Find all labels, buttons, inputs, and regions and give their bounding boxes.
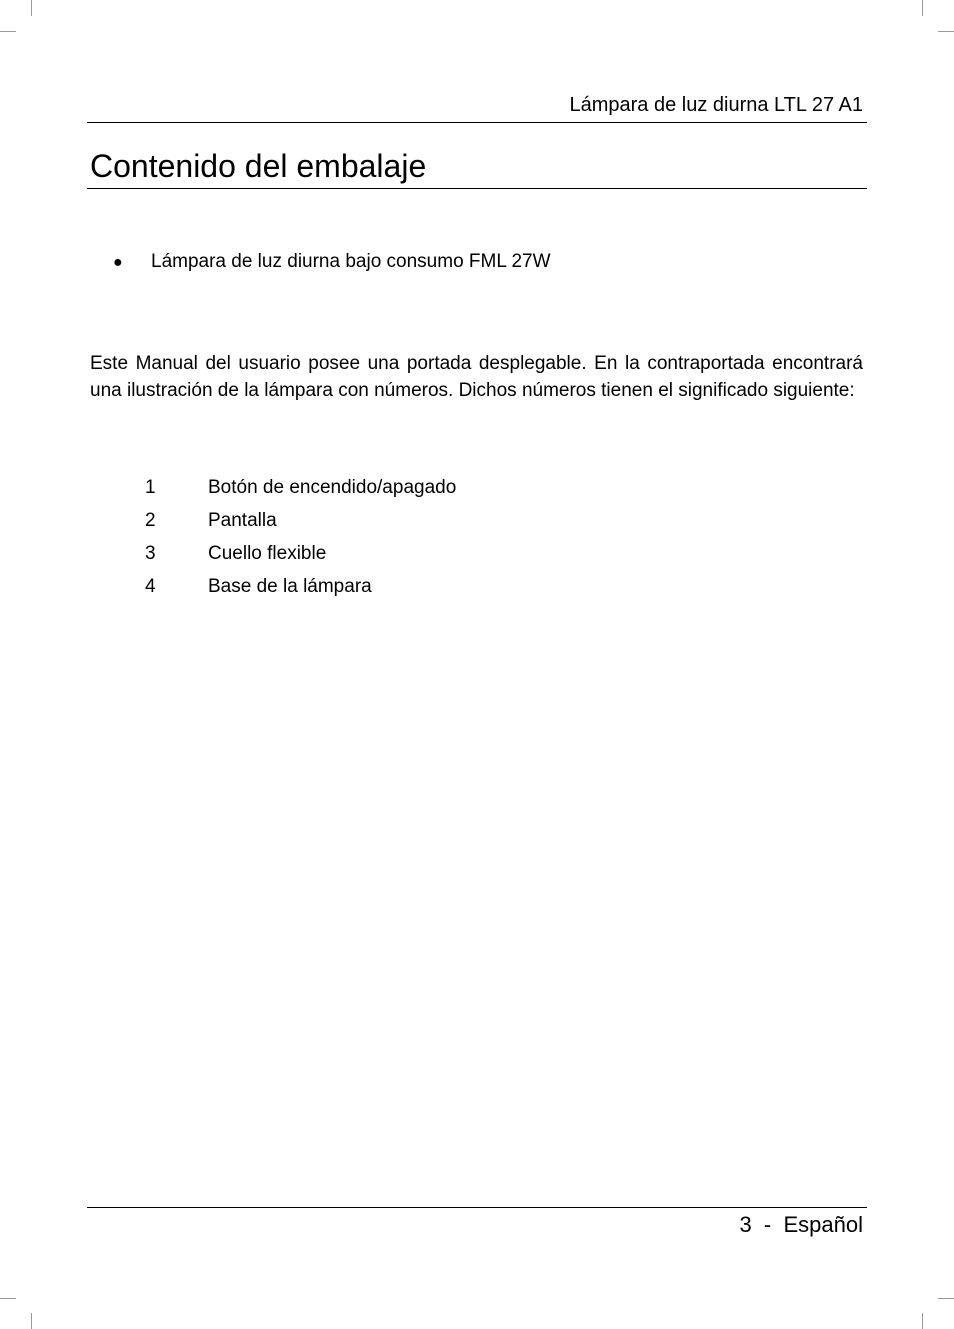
legend-number: 1 [145,477,156,498]
legend-item [145,508,456,541]
crop-mark-bottom-right [938,1298,954,1299]
bullet-icon: ● [113,254,123,271]
legend-label: Cuello flexible [208,543,327,564]
crop-mark-top-right [922,0,923,16]
footer-language: Español [783,1212,863,1237]
list-item [113,250,551,275]
footer-rule [87,1207,867,1208]
crop-mark-top-left [31,0,32,16]
crop-mark-bottom-right [922,1313,923,1329]
intro-paragraph: Este Manual del usuario posee una portada desplegable. En la contraportada encontrará una ilustración de la lámpara con números. Dichos números tienen el significado siguiente: [90,353,863,401]
legend-item [145,541,456,574]
legend-label: Botón de encendido/apagado [208,477,457,498]
page-footer [739,1212,863,1238]
page-title: Contenido del embalaje [90,148,427,184]
crop-mark-top-left [0,31,16,32]
header-rule [87,122,867,123]
legend-label: Pantalla [208,510,277,531]
legend-number: 4 [145,576,156,597]
title-rule [87,188,867,189]
legend-number: 2 [145,510,156,531]
legend-item [145,574,456,607]
crop-mark-bottom-left [0,1298,16,1299]
crop-mark-top-right [938,31,954,32]
legend-number: 3 [145,543,156,564]
running-header: Lámpara de luz diurna LTL 27 A1 [569,94,863,116]
list-item-label: Lámpara de luz diurna bajo consumo FML 27W [151,251,551,272]
footer-separator: - [763,1212,772,1237]
page-number: 3 [739,1212,752,1237]
crop-mark-bottom-left [31,1313,32,1329]
parts-legend [145,475,456,607]
legend-label: Base de la lámpara [208,576,372,597]
legend-item [145,475,456,508]
